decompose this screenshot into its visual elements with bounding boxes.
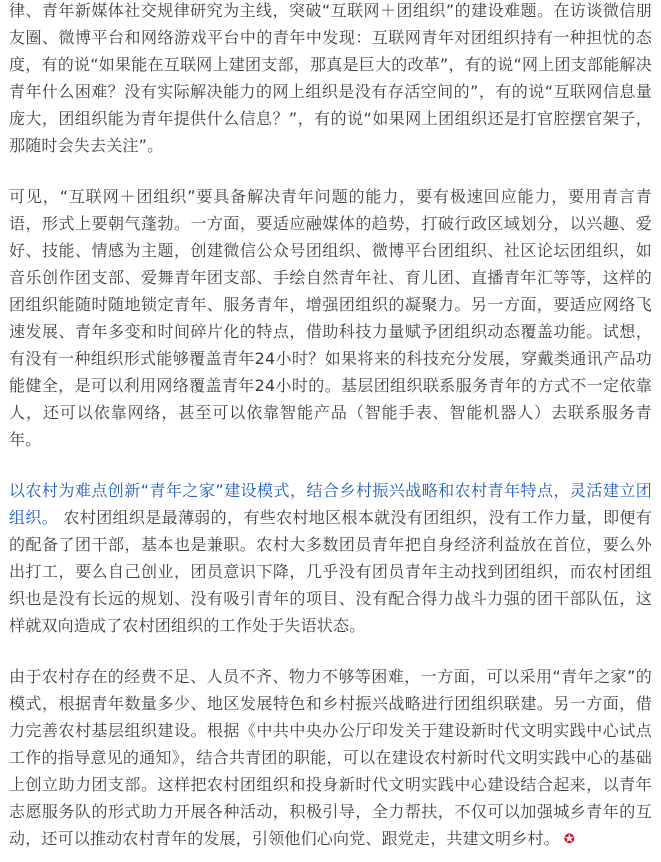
paragraph-4-text: 由于农村存在的经费不足、人员不齐、物力不够等困难，一方面，可以采用“青年之家”的模式，根据青年数量多少、地区发展特色和乡村振兴战略进行团组织联建。另一方面，借力完善农村基层组织建设。根据《中共中央办公厅印发关于建设新时代文明实践中心试点工作的指导意见的通知》，结合共青团的职能，可以在建设农村新时代文明实践中心的基础上创立助力团支部。这样把农村团组织和投身新时代文明实践中心建设结合起来，以青年志愿服务队的形式助力开展各种活动，积极引导，全力帮扶，不仅可以加强城乡青年的互动，还可以推动农村青年的发展，引领他们心向党、跟党走，共建文明乡村。 (9, 667, 652, 848)
paragraph-1: 律、青年新媒体社交规律研究为主线，突破“互联网＋团组织”的建设难题。在访谈微信朋友圈、微博平台和网络游戏平台中的青年中发现：互联网青年对团组织持有一种担忧的态度，有的说“如果能在互联网上建团支部，那真是巨大的改革”，有的说“网上团支部能解决青年什么困难？没有实际解决能力的网上组织是没有存活空间的”，有的说“互联网信息量庞大，团组织能为青年提供什么信息？”，有的说“如果网上团组织还是打官腔摆官架子，那随时会失去关注”。 (9, 1, 652, 155)
paragraph-3-lead: 以农村为难点创新“青年之家”建设模式，结合乡村振兴战略和农村青年特点，灵活建立团组织。 (9, 481, 652, 527)
paragraph-3 (9, 477, 652, 639)
paragraph-4 (9, 663, 652, 853)
paragraph-2: 可见，“互联网＋团组织”要具备解决青年问题的能力，要有极速回应能力，要用青言青语，形式上要朝气蓬勃。一方面，要适应融媒体的趋势，打破行政区域划分，以兴趣、爱好、技能、情感为主题，创建微信公众号团组织、微博平台团组织、社区论坛团组织，如音乐创作团支部、爱舞青年团支部、手绘自然青年社、育儿团、直播青年汇等等，这样的团组织能随时随地锁定青年、服务青年，增强团组织的凝聚力。另一方面，要适应网络飞速发展、青年多变和时间碎片化的特点，借助科技力量赋予团组织动态覆盖功能。试想，有没有一种组织形式能够覆盖青年24小时？如果将来的科技充分发展，穿戴类通讯产品功能健全，是可以利用网络覆盖青年24小时的。基层团组织联系服务青年的方式不一定依靠人，还可以依靠网络，甚至可以依靠智能产品（智能手表、智能机器人）去联系服务青年。 (9, 187, 652, 449)
star-end-icon: ✪ (563, 832, 575, 847)
paragraph-3-body: 农村团组织是最薄弱的，有些农村地区根本就没有团组织，没有工作力量，即便有的配备了团干部，基本也是兼职。农村大多数团员青年把自身经济利益放在首位，要么外出打工，要么自己创业，团员意识下降，几乎没有团员青年主动找到团组织，而农村团组织也是没有长远的规划、没有吸引青年的项目、没有配合得力战斗力强的团干部队伍，这样就双向造成了农村团组织的工作处于失语状态。 (9, 508, 652, 635)
